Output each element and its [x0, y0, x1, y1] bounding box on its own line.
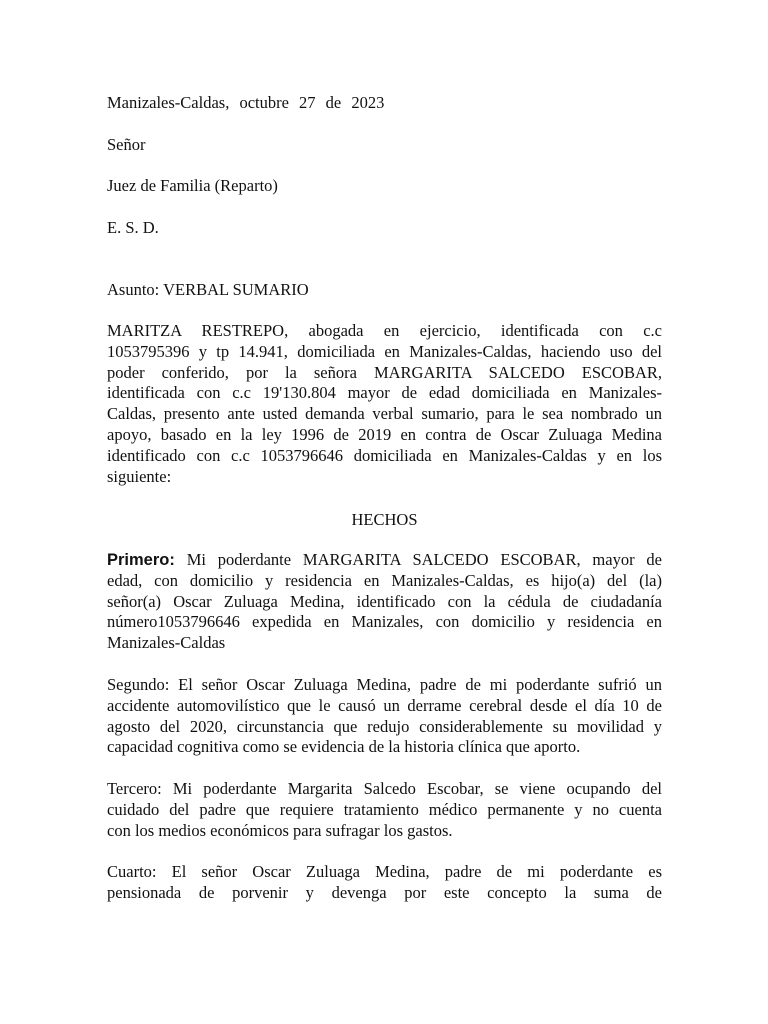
fact-text: Mi poderdante MARGARITA SALCEDO ESCOBAR, mayor de	[174, 550, 662, 569]
fact-line: Segundo: El señor Oscar Zuluaga Medina, padre de mi poderdante sufrió un	[107, 675, 662, 694]
subject-line: Asunto: VERBAL SUMARIO	[107, 280, 309, 299]
salutation: Señor	[107, 135, 146, 154]
intro-line: Caldas, presento ante usted demanda verbal sumario, para le sea nombrado un	[107, 404, 662, 424]
fact-line: edad, con domicilio y residencia en Manizales-Caldas, es hijo(a) del (la)	[107, 570, 662, 590]
fact-tercero	[107, 779, 662, 841]
fact-line: cuidado del padre que requiere tratamiento médico permanente y no cuenta	[107, 799, 662, 819]
esd-line: E. S. D.	[107, 218, 159, 237]
intro-line: siguiente:	[107, 466, 172, 486]
fact-line: con los medios económicos para sufragar los gastos.	[107, 820, 453, 840]
intro-line: identificada con c.c 19'130.804 mayor de edad domiciliada en Manizales-	[107, 383, 662, 403]
intro-line: poder conferido, por la señora MARGARITA SALCEDO ESCOBAR,	[107, 362, 662, 382]
fact-line: Tercero: Mi poderdante Margarita Salcedo Escobar, se viene ocupando del	[107, 779, 662, 798]
intro-line: MARITZA RESTREPO, abogada en ejercicio, identificada con c.c	[107, 321, 662, 340]
fact-segundo	[107, 675, 662, 758]
fact-cuarto	[107, 862, 662, 904]
fact-line: Cuarto: El señor Oscar Zuluaga Medina, padre de mi poderdante es	[107, 862, 662, 881]
fact-line: agosto del 2020, circunstancia que redujo considerablemente su movilidad y	[107, 716, 662, 736]
fact-primero	[107, 550, 662, 654]
fact-line: número1053796646 expedida en Manizales, con domicilio y residencia en	[107, 612, 662, 632]
fact-line: capacidad cognitiva como se evidencia de la historia clínica que aporto.	[107, 737, 581, 757]
section-title: HECHOS	[351, 510, 418, 529]
intro-paragraph	[107, 321, 662, 487]
fact-line: pensionada de porvenir y devenga por este concepto la suma de	[107, 882, 662, 902]
fact-label: Primero:	[107, 551, 175, 569]
intro-line: identificado con c.c 1053796646 domiciliada en Manizales-Caldas y en los	[107, 445, 662, 465]
fact-line: señor(a) Oscar Zuluaga Medina, identificado con la cédula de ciudadanía	[107, 591, 662, 611]
fact-line: accidente automovilístico que le causó un derrame cerebral desde el día 10 de	[107, 695, 662, 715]
fact-line	[107, 550, 662, 571]
addressee: Juez de Familia (Reparto)	[107, 176, 278, 195]
date-line: Manizales-Caldas, octubre 27 de 2023	[107, 93, 385, 112]
intro-line: apoyo, basado en la ley 1996 de 2019 en contra de Oscar Zuluaga Medina	[107, 424, 662, 444]
intro-line: 1053795396 y tp 14.941, domiciliada en Manizales-Caldas, haciendo uso del	[107, 341, 662, 361]
fact-line: Manizales-Caldas	[107, 633, 226, 653]
